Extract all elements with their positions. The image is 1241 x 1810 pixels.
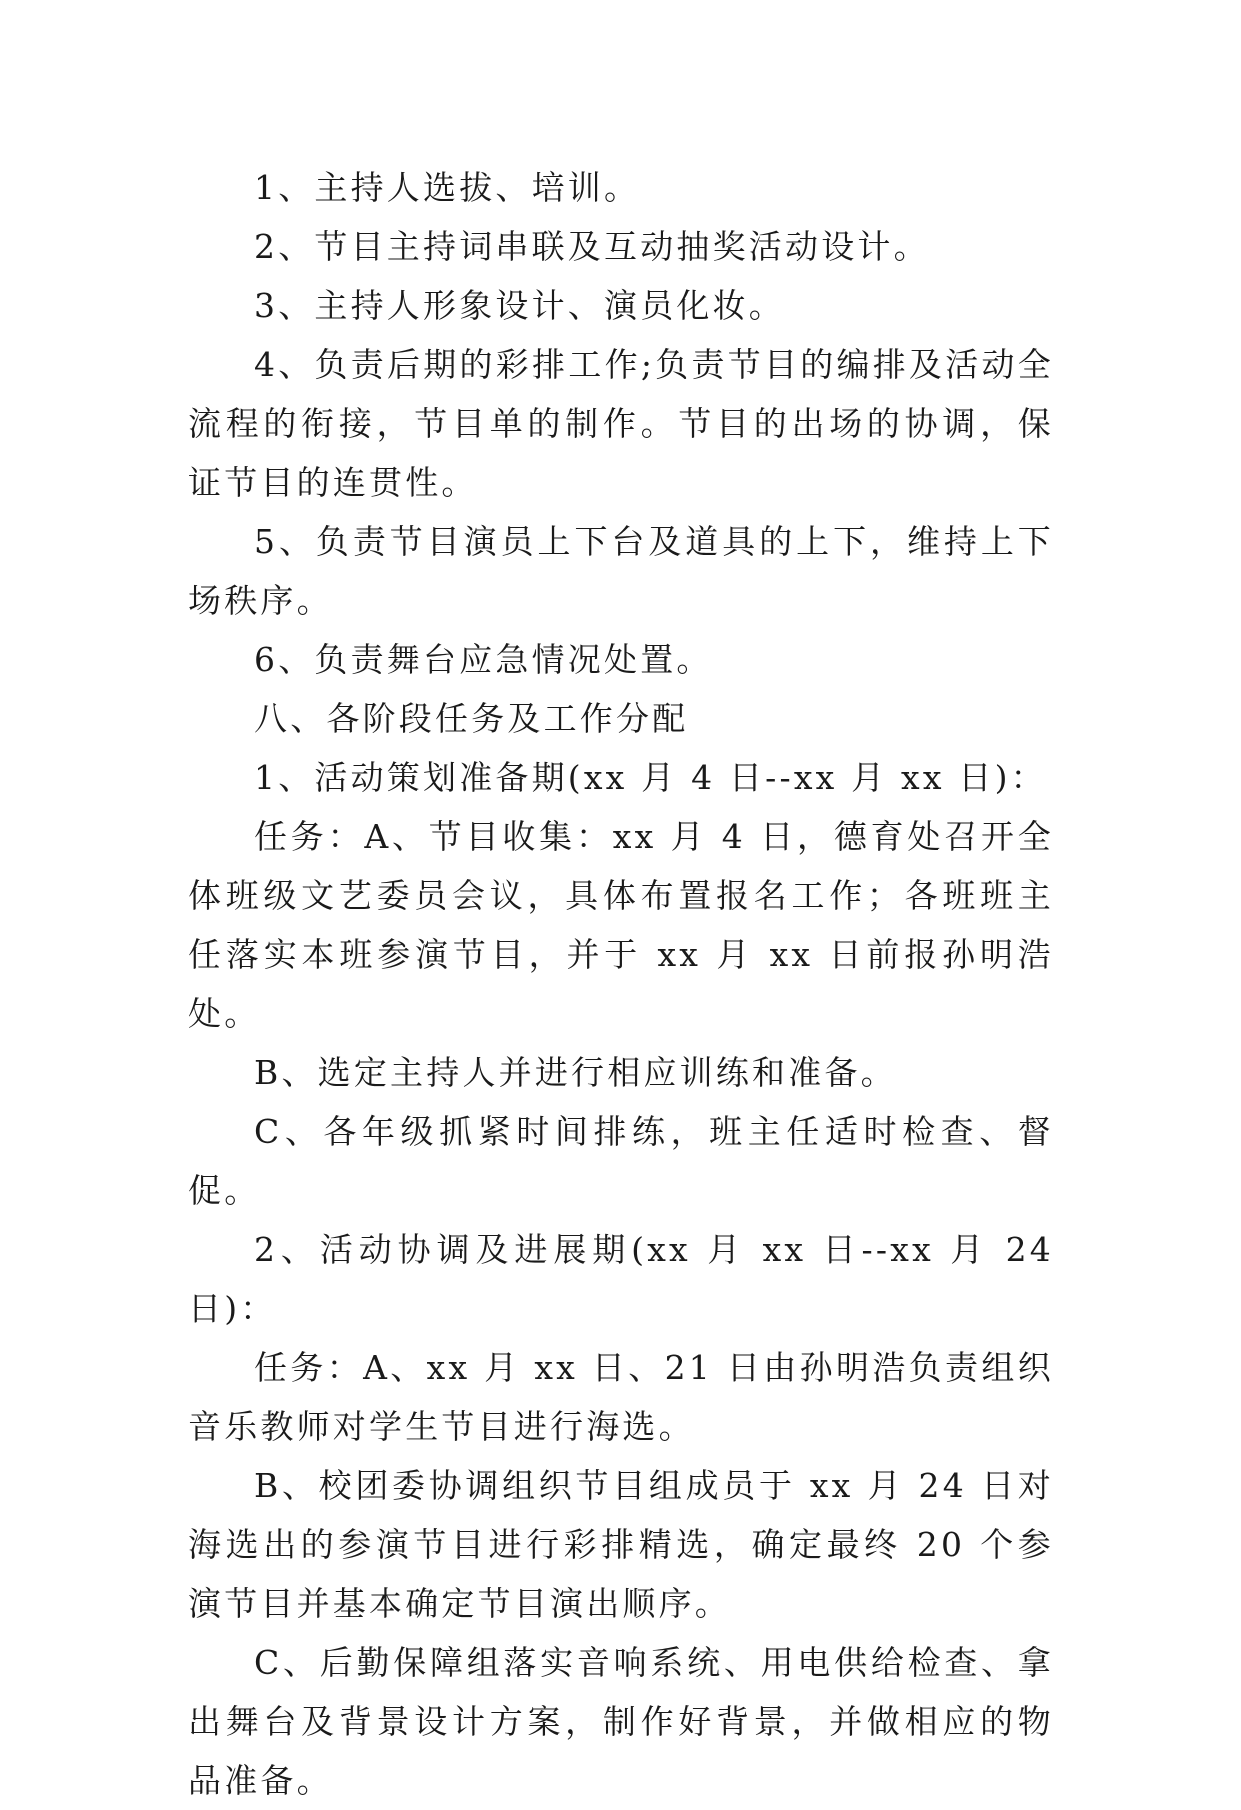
paragraph-host-script: 2、节目主持词串联及互动抽奖活动设计。 bbox=[254, 227, 930, 266]
paragraph-phase-2-task-b: B、校团委协调组织节目组成员于 xx 月 24 日对海选出的参演节目进行彩排精选，确定最终 20 个参演节目并基本确定节目演出顺序。 bbox=[188, 1466, 1054, 1623]
paragraph-phase-1: 1、活动策划准备期(xx 月 4 日--xx 月 xx 日)： bbox=[254, 758, 1047, 797]
paragraph-rehearsal: 4、负责后期的彩排工作;负责节目的编排及活动全流程的衔接，节目单的制作。节目的出场的协调，保证节目的连贯性。 bbox=[188, 345, 1054, 502]
paragraph-phase-1-task-c: C、各年级抓紧时间排练，班主任适时检查、督促。 bbox=[188, 1112, 1054, 1210]
paragraph-host-image: 3、主持人形象设计、演员化妆。 bbox=[254, 286, 785, 325]
paragraph-phase-1-task-b: B、选定主持人并进行相应训练和准备。 bbox=[254, 1053, 897, 1092]
paragraph-emergency: 6、负责舞台应急情况处置。 bbox=[254, 640, 713, 679]
paragraph-host-selection: 1、主持人选拔、培训。 bbox=[254, 168, 641, 207]
paragraph-phase-2-task-c: C、后勤保障组落实音响系统、用电供给检查、拿出舞台及背景设计方案，制作好背景，并做相应的物品准备。 bbox=[188, 1643, 1054, 1800]
paragraph-phase-2-task-a: 任务：A、xx 月 xx 日、21 日由孙明浩负责组织音乐教师对学生节目进行海选。 bbox=[188, 1348, 1054, 1446]
section-heading-phases: 八、各阶段任务及工作分配 bbox=[254, 699, 689, 738]
paragraph-phase-1-task-a: 任务：A、节目收集：xx 月 4 日，德育处召开全体班级文艺委员会议，具体布置报名工作；各班班主任落实本班参演节目，并于 xx 月 xx 日前报孙明浩处。 bbox=[188, 817, 1054, 1033]
document-body bbox=[188, 158, 1054, 1810]
paragraph-phase-2: 2、活动协调及进展期(xx 月 xx 日--xx 月 24 日)： bbox=[188, 1230, 1054, 1328]
paragraph-stage-order: 5、负责节目演员上下台及道具的上下，维持上下场秩序。 bbox=[188, 522, 1054, 620]
